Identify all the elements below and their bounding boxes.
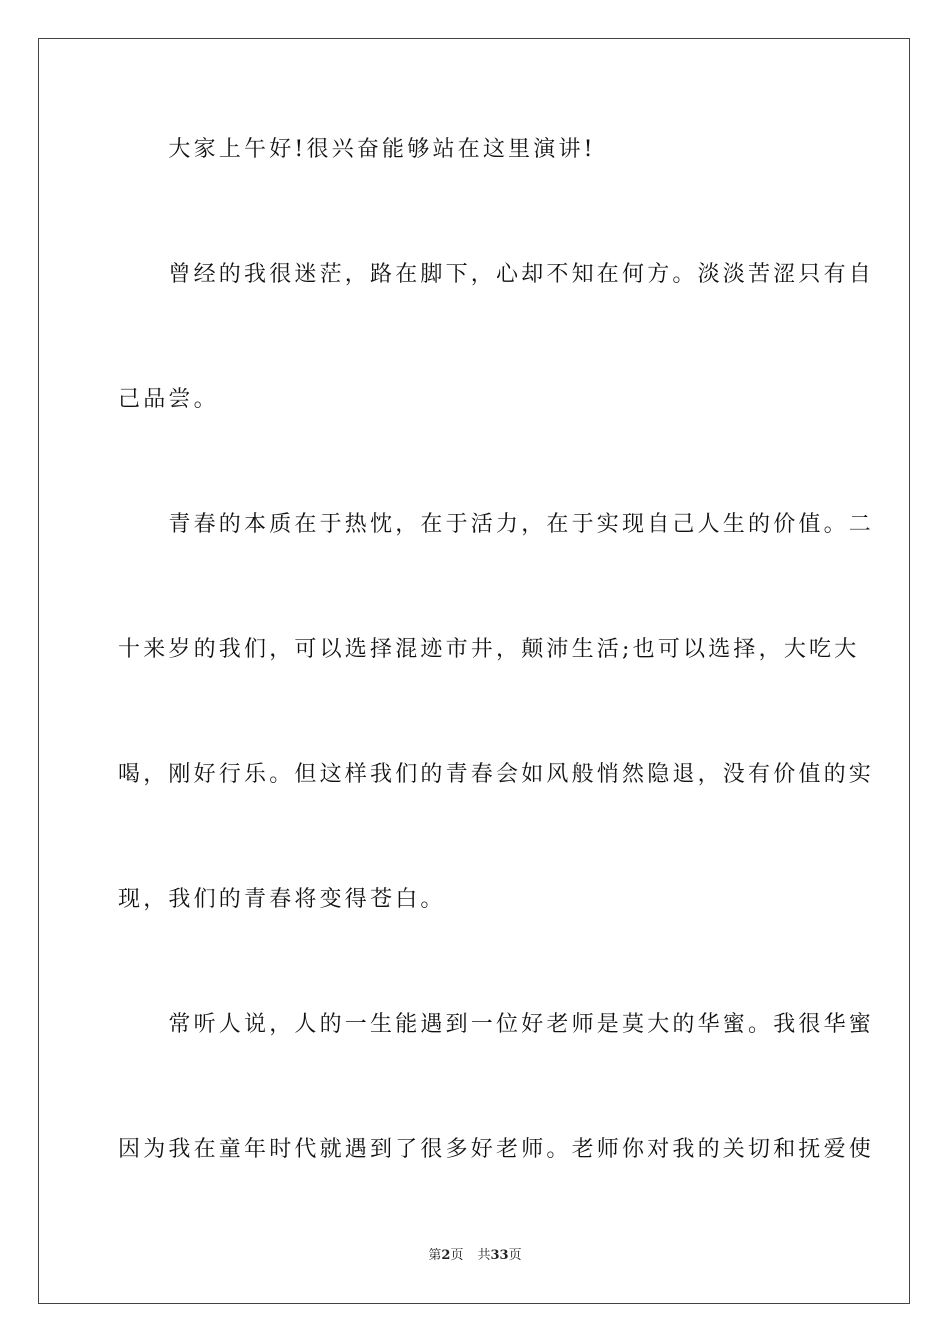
- text-line-3: 己品尝。: [118, 387, 219, 412]
- text-line-9: 因为我在童年时代就遇到了很多好老师。老师你对我的关切和抚爱使: [118, 1137, 875, 1162]
- page-footer: [0, 1247, 950, 1265]
- text-line-7: 现，我们的青春将变得苍白。: [118, 887, 446, 912]
- text-line-6: 喝，刚好行乐。但这样我们的青春会如风般悄然隐退，没有价值的实: [118, 762, 875, 787]
- total-suffix: 页: [508, 1248, 522, 1263]
- total-prefix: 共: [477, 1248, 491, 1263]
- text-line-4: 青春的本质在于热忱，在于活力，在于实现自己人生的价值。二: [118, 512, 875, 537]
- page-border: [38, 38, 910, 1304]
- page-prefix: 第: [428, 1248, 442, 1263]
- text-line-5: 十来岁的我们，可以选择混迹市井，颠沛生活;也可以选择，大吃大: [118, 637, 860, 662]
- text-line-1: 大家上午好!很兴奋能够站在这里演讲!: [118, 137, 596, 162]
- text-line-8: 常听人说，人的一生能遇到一位好老师是莫大的华蜜。我很华蜜: [118, 1012, 875, 1037]
- page-number: 2: [441, 1248, 451, 1263]
- total-pages: 33: [490, 1248, 509, 1263]
- page-suffix: 页: [450, 1248, 464, 1263]
- text-line-2: 曾经的我很迷茫，路在脚下，心却不知在何方。淡淡苦涩只有自: [118, 262, 875, 287]
